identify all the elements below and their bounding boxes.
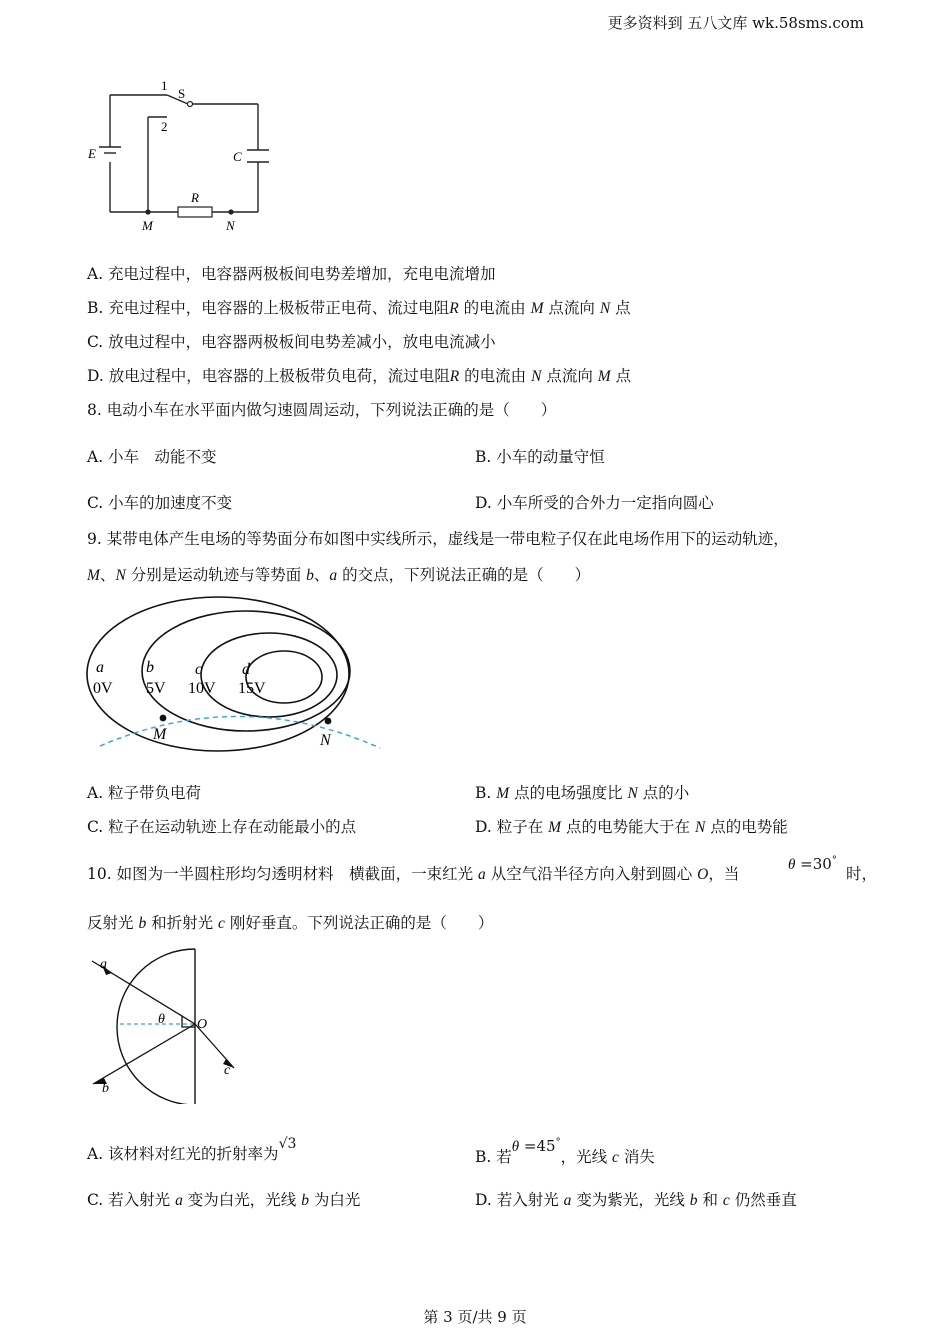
q7-option-b: B. 充电过程中，电容器的上极板带正电荷、流过电阻R 的电流由 M 点流向 N 点: [87, 299, 631, 317]
fig1-label-e: E: [88, 146, 96, 161]
q9-option-d: D. 粒子在 M 点的电势能大于在 N 点的电势能: [475, 818, 788, 836]
fig2-label-c: c: [195, 661, 203, 678]
q8-stem: 8. 电动小车在水平面内做匀速圆周运动，下列说法正确的是（ ）: [87, 401, 557, 419]
q10-option-b: B. 若θ =45°，光线 c 消失: [475, 1137, 655, 1166]
q10-stem-line2: 反射光 b 和折射光 c 刚好垂直。下列说法正确的是（ ）: [87, 914, 494, 932]
fig1-label-s: S: [178, 86, 186, 101]
q8-option-b: B. 小车的动量守恒: [475, 448, 605, 466]
fig2-label-m: M: [153, 726, 167, 743]
q8-option-a: A. 小车 动能不变: [87, 448, 217, 466]
q7-option-a: A. 充电过程中，电容器两极板间电势差增加，充电电流增加: [87, 265, 496, 283]
q9-option-c: C. 粒子在运动轨迹上存在动能最小的点: [87, 818, 357, 836]
q9-option-a: A. 粒子带负电荷: [87, 784, 202, 802]
q9-stem-line1: 9. 某带电体产生电场的等势面分布如图中实线所示，虚线是一带电粒子仅在此电场作用下的运动轨迹，: [87, 530, 789, 548]
q10-option-a: A. 该材料对红光的折射率为√3: [87, 1136, 297, 1163]
fig1-label-1: 1: [161, 78, 168, 93]
fig2-label-d: d: [242, 661, 250, 678]
page-header: 更多资料到 五八文库 wk.58sms.com: [607, 14, 864, 32]
fig2-label-b: b: [146, 659, 154, 676]
fig3-label-o: O: [197, 1017, 208, 1032]
q9-stem-line2: M、N 分别是运动轨迹与等势面 b、a 的交点，下列说法正确的是（ ）: [87, 566, 591, 584]
fig2-label-a: a: [96, 659, 104, 676]
fig2-label-d-volt: 15V: [238, 680, 266, 697]
fig3-label-c: c: [224, 1063, 231, 1078]
q8-option-c: C. 小车的加速度不变: [87, 494, 233, 512]
fig2-label-c-volt: 10V: [188, 680, 216, 697]
fig3-label-b: b: [102, 1081, 109, 1096]
page-footer: 第 3 页/共 9 页: [423, 1308, 527, 1326]
fig1-label-m: M: [142, 218, 153, 233]
fig2-label-a-volt: 0V: [93, 680, 113, 697]
fig1-label-2: 2: [161, 119, 168, 134]
q7-option-d: D. 放电过程中，电容器的上极板带负电荷，流过电阻R 的电流由 N 点流向 M 点: [87, 367, 632, 385]
q10-stem-line1: 10. 如图为一半圆柱形均匀透明材料 横截面，一束红光 a 从空气沿半径方向入射到圆心 O，当: [87, 865, 740, 883]
q10-option-c: C. 若入射光 a 变为白光，光线 b 为白光: [87, 1191, 361, 1209]
semicircle-diagram: [82, 944, 252, 1104]
q8-option-d: D. 小车所受的合外力一定指向圆心: [475, 494, 714, 512]
q10-option-d: D. 若入射光 a 变为紫光，光线 b 和 c 仍然垂直: [475, 1191, 797, 1209]
q9-option-b: B. M 点的电场强度比 N 点的小: [475, 784, 690, 802]
fig3-label-theta: θ: [158, 1012, 165, 1027]
fig2-label-b-volt: 5V: [146, 680, 166, 697]
q10-theta-30: θ =30°: [788, 855, 837, 873]
q10-stem-line1-end: 时，: [846, 865, 878, 883]
circuit-diagram: [80, 72, 290, 242]
equipotential-diagram: [80, 594, 390, 754]
fig1-label-r: R: [191, 190, 199, 205]
fig1-label-c: C: [233, 149, 242, 164]
q7-option-c: C. 放电过程中，电容器两极板间电势差减小，放电电流减小: [87, 333, 496, 351]
fig3-label-a: a: [100, 957, 107, 972]
fig2-label-n: N: [320, 732, 331, 749]
fig1-label-n: N: [226, 218, 235, 233]
